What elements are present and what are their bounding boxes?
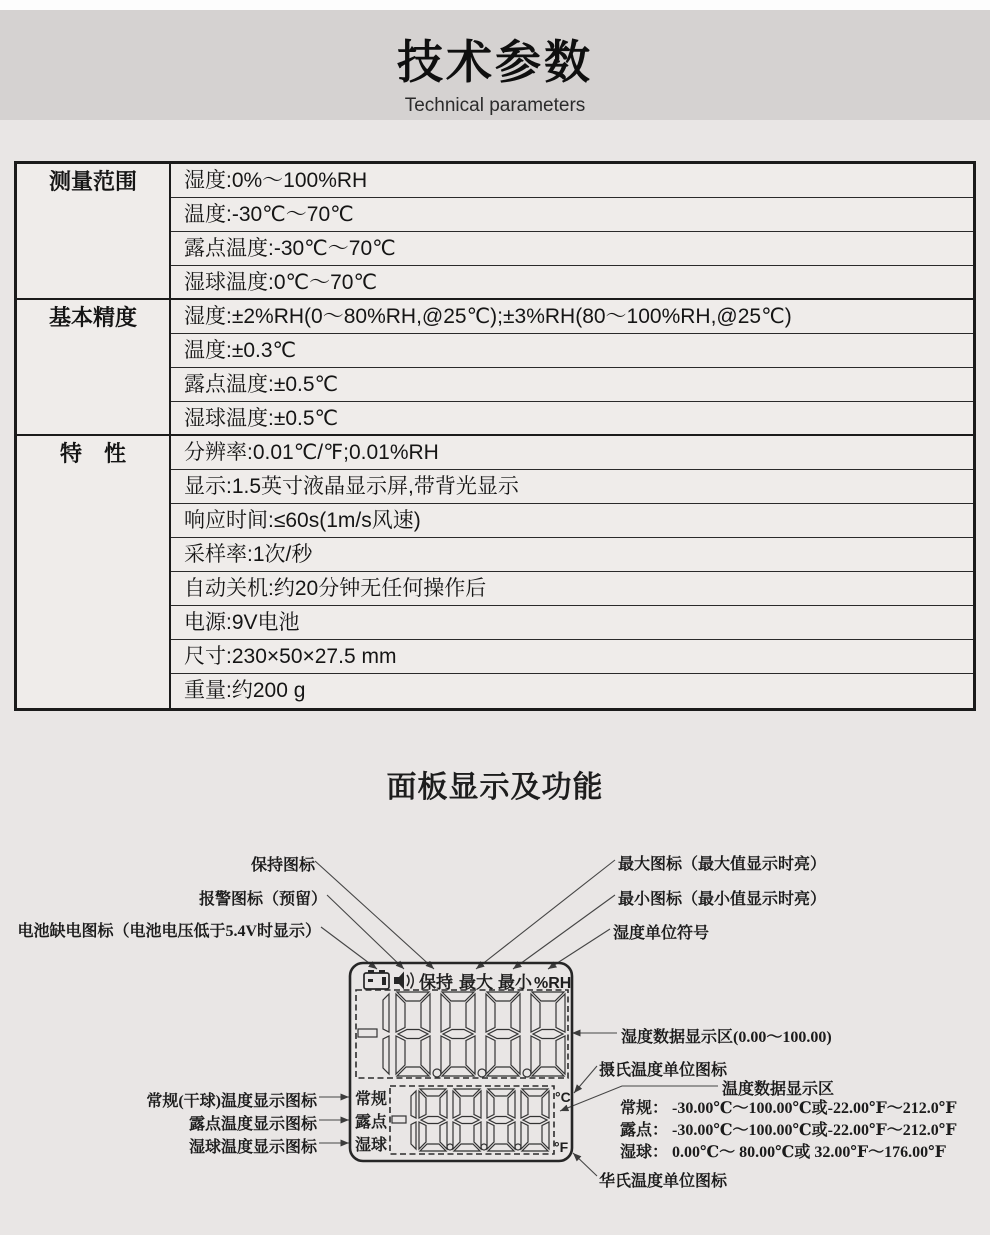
table-row: 湿度:0%～100%RH (171, 164, 973, 198)
callout-min: 最小图标（最小值显示时亮） (618, 891, 827, 908)
callout-normal-icon: 常规(干球)温度显示图标 (146, 1093, 317, 1110)
callout-rh-unit: 湿度单位符号 (613, 925, 710, 942)
page-subtitle: Technical parameters (404, 95, 586, 116)
lcd-dew-text: 露点 (355, 1114, 388, 1131)
callout-temp-range-normal: 常规： -30.00℃～100.00℃或-22.00℉～212.0℉ (620, 1100, 957, 1117)
group-header-features: 特 性 (17, 436, 171, 708)
callout-temp-area: 温度数据显示区 (722, 1081, 835, 1098)
top-white-strip (0, 0, 990, 10)
alarm-speaker-icon (394, 972, 413, 990)
callout-max: 最大图标（最大值显示时亮） (618, 856, 827, 873)
lcd-max-text: 最大 (459, 973, 493, 992)
callout-alarm: 报警图标（预留） (198, 891, 327, 908)
lcd-celsius-text: °C (555, 1089, 571, 1105)
lcd-min-text: 最小 (498, 973, 532, 992)
callout-fahrenheit-icon: 华氏温度单位图标 (599, 1173, 728, 1190)
group-header-range: 测量范围 (17, 164, 171, 300)
callout-temp-range-wet: 湿球： 0.00℃～ 80.00℃或 32.00℉～176.00℉ (620, 1144, 946, 1161)
lcd-wet-text: 湿球 (355, 1137, 388, 1154)
table-row: 自动关机:约20分钟无任何操作后 (171, 572, 973, 606)
lcd-rh-unit-text: %RH (534, 975, 572, 992)
lcd-fahrenheit-text: °F (554, 1139, 569, 1155)
battery-low-icon (364, 970, 389, 989)
table-row: 温度:-30℃～70℃ (171, 198, 973, 232)
group-header-accuracy: 基本精度 (17, 300, 171, 436)
table-row: 露点温度:±0.5℃ (171, 368, 973, 402)
callout-celsius-icon: 摄氏温度单位图标 (599, 1062, 728, 1079)
table-row: 露点温度:-30℃～70℃ (171, 232, 973, 266)
callout-humidity-area: 湿度数据显示区(0.00～100.00) (621, 1029, 832, 1046)
callout-temp-range-dew: 露点： -30.00℃～100.00℃或-22.00℉～212.0℉ (620, 1122, 957, 1139)
table-row: 显示:1.5英寸液晶显示屏,带背光显示 (171, 470, 973, 504)
header-band (0, 10, 990, 120)
spec-table (14, 161, 976, 711)
callout-dew-icon: 露点温度显示图标 (188, 1116, 317, 1133)
lcd-normal-text: 常规 (355, 1091, 388, 1108)
callout-wet-icon: 湿球温度显示图标 (188, 1139, 317, 1156)
table-row: 湿球温度:0℃～70℃ (171, 266, 973, 300)
table-row: 尺寸:230×50×27.5 mm (171, 640, 973, 674)
section-title: 面板显示及功能 (386, 771, 604, 804)
table-row: 湿度:±2%RH(0～80%RH,@25℃);±3%RH(80～100%RH,@25℃) (171, 300, 973, 334)
callout-battery: 电池缺电图标（电池电压低于5.4V时显示） (17, 923, 321, 940)
table-row: 采样率:1次/秒 (171, 538, 973, 572)
callout-hold: 保持图标 (250, 857, 315, 874)
table-row: 重量:约200 g (184, 679, 306, 702)
lcd-segment-digits (358, 992, 565, 1151)
lcd-hold-text: 保持 (419, 973, 453, 992)
page-title: 技术参数 (397, 36, 593, 88)
table-row: 响应时间:≤60s(1m/s风速) (171, 504, 973, 538)
table-row: 电源:9V电池 (171, 606, 973, 640)
table-row: 温度:±0.3℃ (171, 334, 973, 368)
table-row: 湿球温度:±0.5℃ (171, 402, 973, 436)
table-row: 分辨率:0.01℃/℉;0.01%RH (171, 436, 973, 470)
humidity-display-area (356, 990, 568, 1078)
